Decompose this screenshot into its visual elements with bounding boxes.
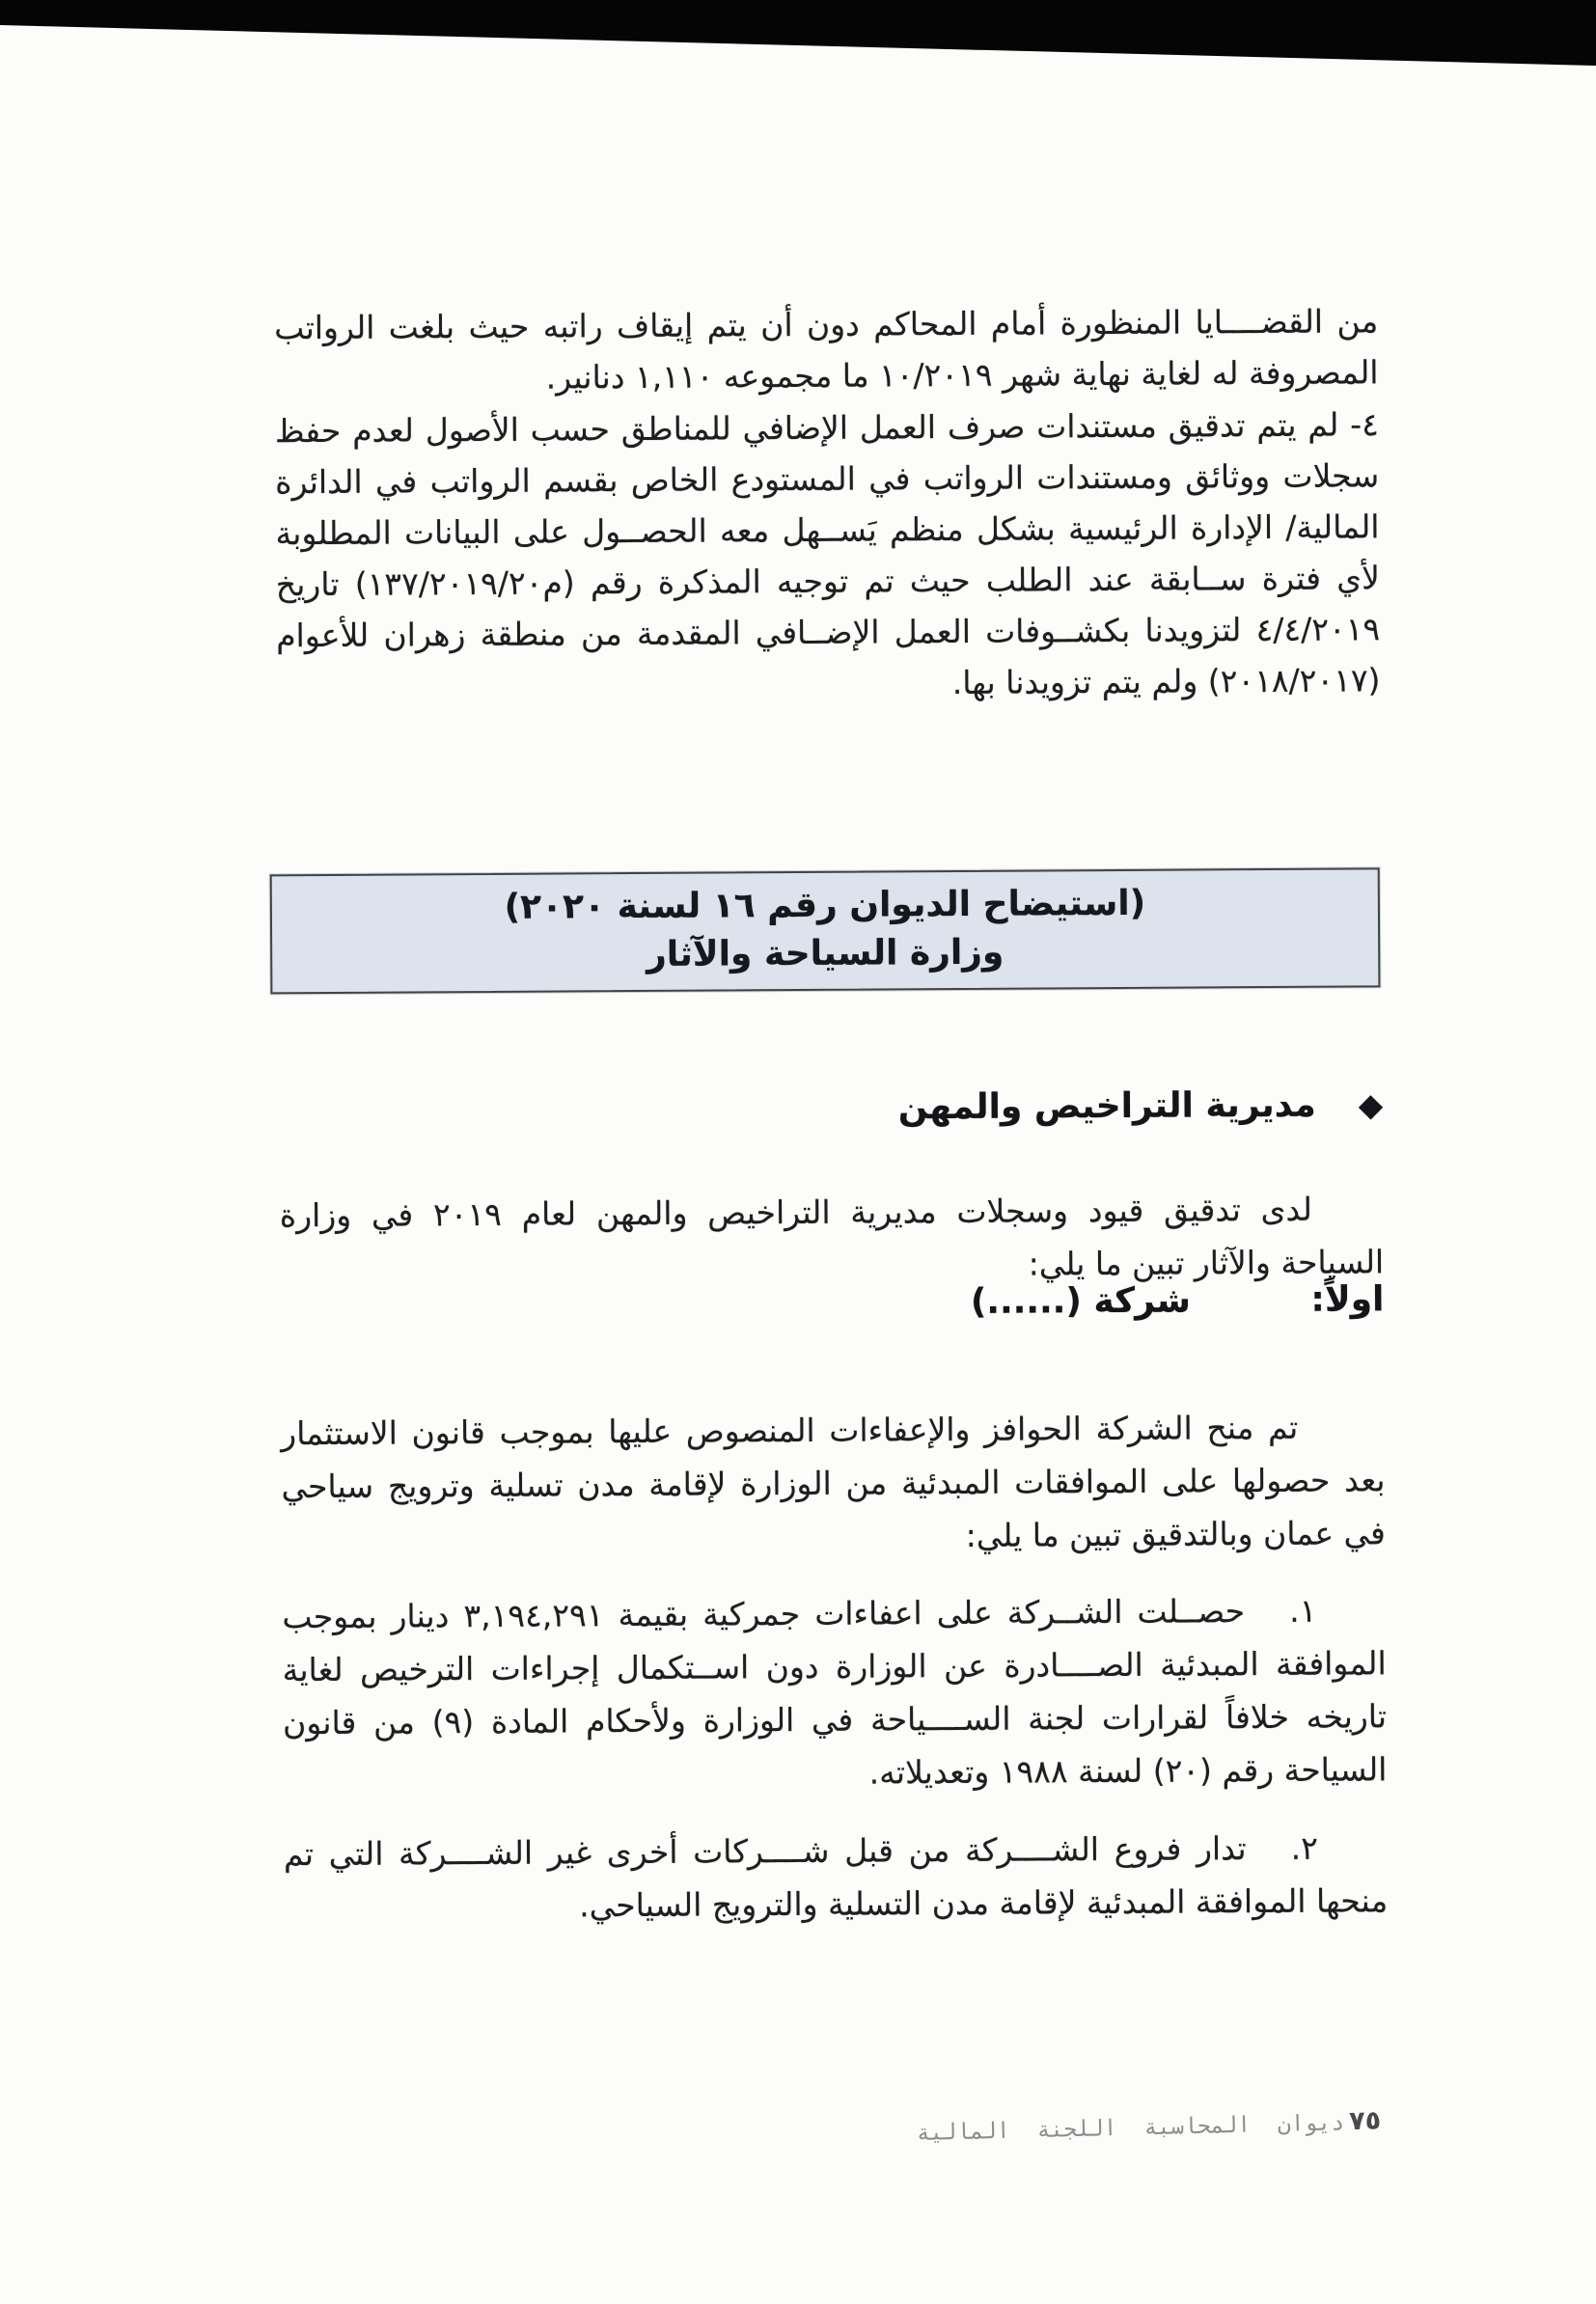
- paragraph-salary-continuation: من القضــــايا المنظورة أمام المحاكم دون أن يتم إيقاف راتبه حيث بلغت الرواتب المصروفة له لغاية نهاية شهر ١٠/٢٠١٩ ما مجموعه ١,١١٠ دنانير.: [274, 302, 1379, 397]
- ordered-item-1: [282, 1583, 1387, 1802]
- company-name: شركة (......): [970, 1280, 1192, 1322]
- box-subtitle: وزارة السياحة والآثار: [646, 932, 1004, 974]
- company-paragraph: تم منح الشركة الحوافز والإعفاءات المنصوص عليها بموجب قانون الاستثمار بعد حصولها على الموافقات المبدئية من الوزارة لإقامة مدن تسلية وترويج سياحي في عمان وبالتدقيق تبين ما يلي:: [281, 1408, 1387, 1554]
- section-heading: مديرية التراخيص والمهن: [897, 1084, 1316, 1128]
- item-2-marker: ٢.: [1290, 1828, 1318, 1867]
- diamond-bullet-icon: ◆: [1358, 1085, 1384, 1124]
- first-item-label: اولاً:: [1310, 1279, 1385, 1320]
- item-1-text: حصــلت الشــركة على اعفاءات جمركية بقيمة ٣,١٩٤,٢٩١ دينار بموجب الموافقة المبدئية الصــــادرة عن الوزارة دون اســتكمال إجراءات الترخيص لغاية تاريخه خلافاً لقرارات لجنة الســــياحة في الوزارة ولأحكام المادة (٩) من قانون السياحة رقم (٢٠) لسنة ١٩٨٨ وتعديلاته.: [282, 1592, 1388, 1792]
- section-intro-paragraph: لدى تدقيق قيود وسجلات مديرية التراخيص والمهن لعام ٢٠١٩ في وزارة السياحة والآثار تبين ما يلي:: [279, 1190, 1385, 1283]
- footer-org-text: ديوان المحاسبة اللجنة المالية: [916, 2110, 1345, 2147]
- ordered-item-2: [284, 1821, 1389, 1934]
- first-item-heading: [971, 1279, 1385, 1322]
- statement-box: [270, 867, 1381, 994]
- item-2-text: تدار فروع الشــــركة من قبل شــــركات أخرى غير الشــــركة التي تم منحها الموافقة المبدئية لإقامة مدن التسلية والترويج السياحي.: [283, 1829, 1389, 1925]
- paragraph-item4-overtime: ٤- لم يتم تدقيق مستندات صرف العمل الإضافي للمناطق حسب الأصول لعدم حفظ سجلات ووثائق ومستندات الرواتب في المستودع الخاص بقسم الرواتب في الدائرة المالية/ الإدارة الرئيسية بشكل منظم يَســهل معه الحصــول على البيانات المطلوبة لأي فترة ســابقة عند الطلب حيث تم توجيه المذكرة رقم (م١٣٧/٢٠١٩/٢٠) تاريخ ٤/٤/٢٠١٩ لتزويدنا بكشــوفات العمل الإضــافي المقدمة من منطقة زهران للأعوام (٢٠١٨/٢٠١٧) ولم يتم تزويدنا بها.: [274, 405, 1381, 702]
- page-footer: [917, 2105, 1382, 2147]
- box-title: (استيضاح الديوان رقم ١٦ لسنة ٢٠٢٠): [504, 883, 1146, 927]
- page-number: ٧٥: [1349, 2105, 1382, 2137]
- section-heading-row: [898, 1084, 1384, 1127]
- item-1-marker: ١.: [1289, 1591, 1317, 1630]
